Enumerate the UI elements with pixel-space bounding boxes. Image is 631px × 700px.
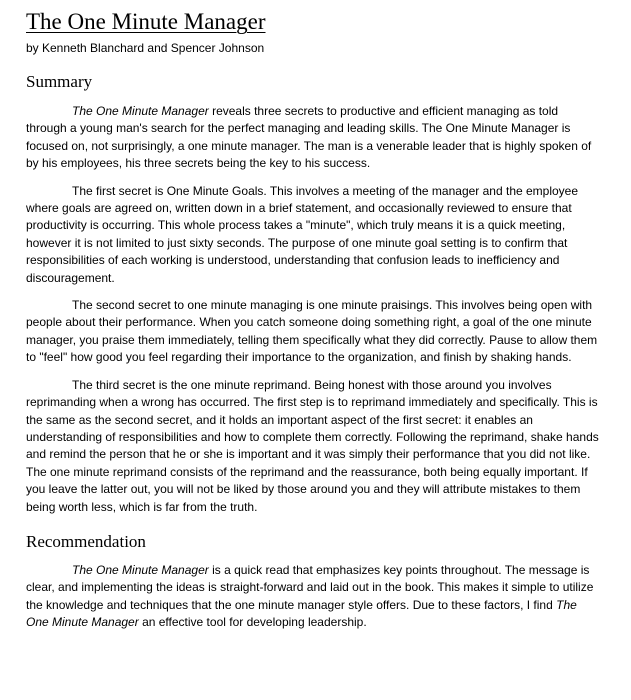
book-title-italic: The One Minute Manager: [72, 562, 209, 577]
byline: by Kenneth Blanchard and Spencer Johnson: [26, 41, 265, 55]
paragraph-text: is a quick read that emphasizes key points throughout. The message is clear, and implementing the ideas is straight-forward and laid out in the book. This makes it simple to utilize the knowledge and techniques that the one minute manager style offers. Due to these factors, I find: [26, 562, 594, 612]
summary-paragraph-4: The third secret is the one minute reprimand. Being honest with those around you involves reprimanding when a wrong has occurred. The first step is to reprimand immediately and specifically. This is the same as the second secret, and it holds an important aspect of the first secret: it enables an understanding of responsibilities and how to complete them correctly. Following the reprimand, shake hands and remind the person that he or she is important and it was simply their performance that you did not like. The one minute reprimand consists of the reprimand and the reassurance, both being equally important. If you leave the latter out, you will not be liked by those around you and they will attribute mistakes to them being worth less, which is far from the truth.: [26, 377, 599, 514]
summary-paragraph-1: [26, 103, 601, 173]
paragraph-text: an effective tool for developing leadership.: [138, 615, 367, 630]
summary-heading: Summary: [26, 72, 93, 91]
paragraph-text: reveals three secrets to productive and efficient managing as told through a young man's search for the perfect managing and leading skills. The One Minute Manager is focused on, not surprisingly, a one minute manager. The man is a venerable leader that is highly spoken of by his employees, his three secrets being the key to his success.: [26, 104, 592, 171]
book-title-italic: The One Minute Manager: [72, 104, 209, 118]
summary-paragraph-3: The second secret to one minute managing is one minute praisings. This involves being open with people about their performance. When you catch someone doing something right, a goal of the one minute manager, you praise them immediately, telling them specifically what they did correctly. Pause to allow them to "feel" how good you feel regarding their importance to the organization, and finish by shaking hands.: [26, 298, 598, 365]
summary-paragraph-2: The first secret is One Minute Goals. This involves a meeting of the manager and the employee where goals are agreed on, written down in a brief statement, and occasionally reviewed to ensure that productivity is occurring. This whole process takes a "minute", which truly means it is a quick meeting, however it is not limited to just sixty seconds. The purpose of one minute goal setting is to confirm that responsibilities of each working is understood, understanding that confusion leads to inefficiency and discouragement.: [26, 183, 579, 285]
page-title: The One Minute Manager: [26, 9, 266, 34]
recommendation-paragraph: [26, 562, 601, 632]
document-page: [26, 8, 601, 632]
book-title-italic: The One Minute Manager: [26, 597, 577, 630]
recommendation-heading: Recommendation: [26, 531, 146, 551]
